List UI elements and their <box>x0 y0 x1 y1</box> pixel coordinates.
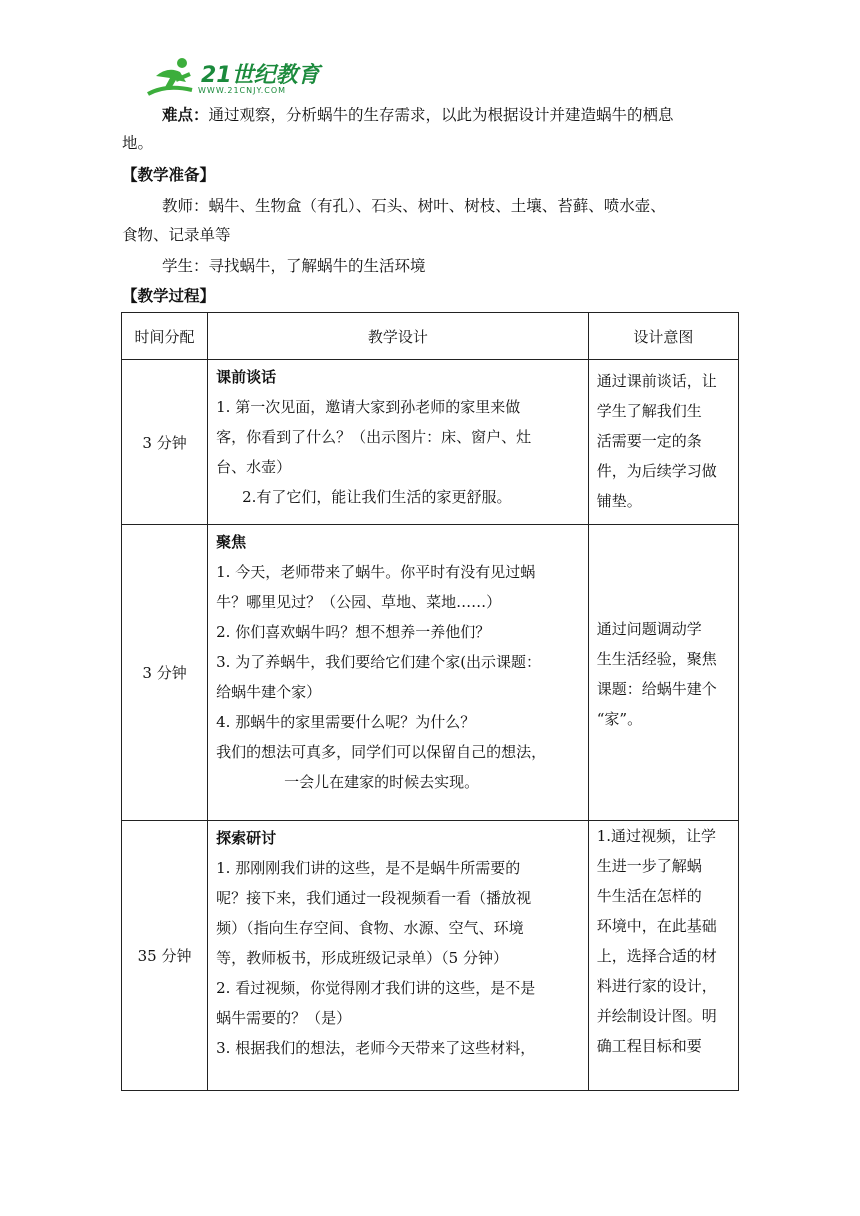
design-line: 给蜗牛建个家） <box>216 683 322 701</box>
difficulty-line-2: 地。 <box>122 134 154 152</box>
prep-heading: 【教学准备】 <box>122 165 216 184</box>
intent-line: 通过问题调动学 <box>596 619 702 638</box>
difficulty-text: 通过观察，分析蜗牛的生存需求，以此为根据设计并建造蜗牛的栖息 <box>208 106 674 124</box>
design-cell <box>208 525 589 821</box>
intent-line: 料进行家的设计， <box>596 977 717 995</box>
design-line: 我们的想法可真多，同学们可以保留自己的想法， <box>216 743 547 761</box>
difficulty-line-1 <box>122 101 782 129</box>
design-line: 呢？接下来，我们通过一段视频看一看（播放视 <box>216 889 532 907</box>
lesson-plan-table <box>121 312 739 1091</box>
time-cell: 3 分钟 <box>122 360 208 525</box>
design-line: 1. 今天，老师带来了蜗牛。你平时有没有见过蜗 <box>216 563 536 581</box>
table-row <box>122 525 739 821</box>
intent-line: 生进一步了解蜗 <box>596 857 702 875</box>
design-line: 3. 根据我们的想法，老师今天带来了这些材料， <box>216 1039 536 1057</box>
intent-line: 生生活经验，聚焦 <box>596 649 717 668</box>
header-intent: 设计意图 <box>588 313 738 360</box>
intent-line: 环境中，在此基础 <box>596 917 717 935</box>
intent-line: 课题：给蜗牛建个 <box>596 679 717 698</box>
intent-line: 牛生活在怎样的 <box>596 887 702 905</box>
design-line: 蜗牛需要的？（是） <box>216 1009 352 1027</box>
intent-line: 活需要一定的条 <box>596 432 702 450</box>
intent-cell <box>588 360 738 525</box>
teacher-prep-line-1: 教师：蜗牛、生物盒（有孔）、石头、树叶、树枝、土壤、苔藓、喷水壶、 <box>162 197 666 215</box>
design-line: 3. 为了养蜗牛，我们要给它们建个家(出示课题： <box>216 653 542 671</box>
intent-line: 件，为后续学习做 <box>596 462 717 480</box>
intent-cell <box>588 525 738 821</box>
intent-line: 上，选择合适的材 <box>596 947 717 965</box>
section-title: 探索研讨 <box>216 829 277 847</box>
design-line: 2.有了它们，能让我们生活的家更舒服。 <box>242 488 512 506</box>
teacher-prep-line-2: 食物、记录单等 <box>122 226 231 244</box>
intent-cell <box>588 821 738 1091</box>
intent-line: 1.通过视频，让学 <box>596 827 717 845</box>
student-prep-line: 学生：寻找蜗牛，了解蜗牛的生活环境 <box>162 257 426 275</box>
design-cell <box>208 360 589 525</box>
header-design: 教学设计 <box>208 313 589 360</box>
design-line: 客，你看到了什么？（出示图片：床、窗户、灶 <box>216 428 532 446</box>
design-cell <box>208 821 589 1091</box>
design-line: 台、水壶） <box>216 458 292 476</box>
process-heading: 【教学过程】 <box>122 286 216 305</box>
design-line: 牛？哪里见过？（公园、草地、菜地……） <box>216 593 502 611</box>
section-title: 聚焦 <box>216 533 247 551</box>
design-line: 1. 第一次见面，邀请大家到孙老师的家里来做 <box>216 398 521 416</box>
logo-brand: 21世纪教育 <box>201 63 320 88</box>
intent-line: 通过课前谈话，让 <box>596 372 717 390</box>
header-time: 时间分配 <box>122 313 208 360</box>
logo-url: WWW.21CNJY.COM <box>198 86 287 95</box>
design-line: 2. 你们喜欢蜗牛吗？想不想养一养他们？ <box>216 623 491 641</box>
intent-line: 确工程目标和要 <box>596 1037 702 1055</box>
difficulty-label: 难点： <box>162 105 209 124</box>
intent-line: 并绘制设计图。明 <box>596 1007 717 1025</box>
table-row <box>122 821 739 1091</box>
design-line: 1. 那刚刚我们讲的这些，是不是蜗牛所需要的 <box>216 859 521 877</box>
time-cell: 3 分钟 <box>122 525 208 821</box>
table-row <box>122 360 739 525</box>
design-line: 频）（指向生存空间、食物、水源、空气、环境 <box>216 919 524 937</box>
logo <box>146 56 346 100</box>
design-line: 4. 那蜗牛的家里需要什么呢？为什么？ <box>216 713 476 731</box>
intent-line: “家”。 <box>596 709 643 728</box>
intent-line: 铺垫。 <box>596 492 642 510</box>
table-header-row <box>122 313 739 360</box>
intent-line: 学生了解我们生 <box>596 402 702 420</box>
runner-logo-icon <box>146 56 202 100</box>
time-cell: 35 分钟 <box>122 821 208 1091</box>
design-line: 等，教师板书，形成班级记录单）（5 分钟） <box>216 949 508 967</box>
design-line: 一会儿在建家的时候去实现。 <box>284 773 480 791</box>
section-title: 课前谈话 <box>216 368 277 386</box>
design-line: 2. 看过视频，你觉得刚才我们讲的这些，是不是 <box>216 979 536 997</box>
